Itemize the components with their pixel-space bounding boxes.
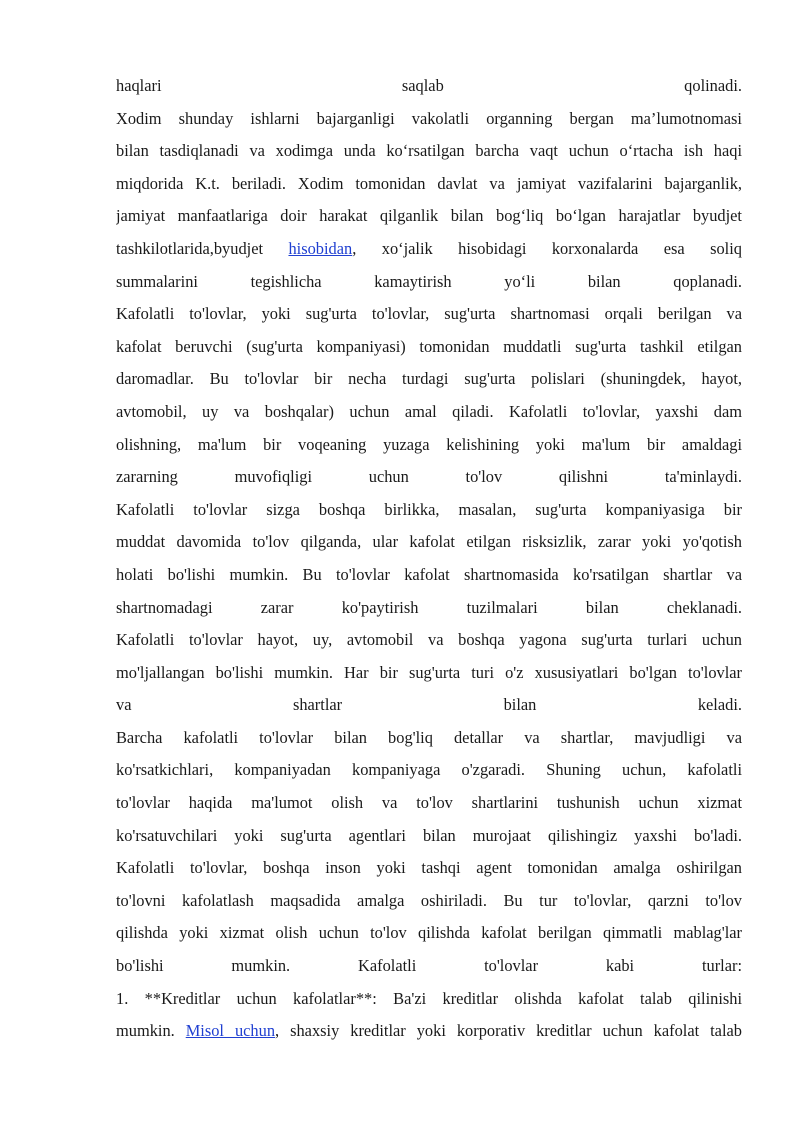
text-line: bilan tasdiqlanadi va xodimga unda ko‘rsatilgan barcha vaqt uchun o‘rtacha ish haqi xyxy=(116,141,742,161)
text-line: zararning muvofiqligi uchun to'lov qilishni ta'minlaydi. xyxy=(116,467,742,487)
text-line: shartnomadagi zarar ko'paytirish tuzilmalari bilan cheklanadi. xyxy=(116,597,742,617)
text-segment: , shaxsiy kreditlar yoki korporativ kreditlar uchun kafolat talab xyxy=(275,1021,742,1041)
text-line: Kafolatli to'lovlar sizga boshqa birlikka, masalan, sug'urta kompaniyasiga bir xyxy=(116,499,742,519)
text-line: jamiyat manfaatlariga doir harakat qilganlik bilan bog‘liq bo‘lgan harajatlar byudjet xyxy=(116,206,742,226)
hisobidan-link[interactable]: hisobidan xyxy=(288,238,353,258)
text-line: Kafolatli to'lovlar, yoki sug'urta to'lovlar, sug'urta shartnomasi orqali berilgan va xyxy=(116,304,742,324)
text-segment: mumkin. xyxy=(116,1021,186,1041)
text-line: ko'rsatkichlari, kompaniyadan kompaniyaga o'zgaradi. Shuning uchun, kafolatli xyxy=(116,760,742,780)
text-line: Kafolatli to'lovlar, boshqa inson yoki tashqi agent tomonidan amalga oshirilgan xyxy=(116,858,742,878)
text-line: avtomobil, uy va boshqalar) uchun amal qiladi. Kafolatli to'lovlar, yaxshi dam xyxy=(116,401,742,421)
text-line: olishning, ma'lum bir voqeaning yuzaga kelishining yoki ma'lum bir amaldagi xyxy=(116,434,742,454)
text-line: Kafolatli to'lovlar hayot, uy, avtomobil va boshqa yagona sug'urta turlari uchun xyxy=(116,630,742,650)
text-line: summalarini tegishlicha kamaytirish yo‘li bilan qoplanadi. xyxy=(116,271,742,291)
text-line: Xodim shunday ishlarni bajarganligi vakolatli organning bergan ma’lumotnomasi xyxy=(116,108,742,128)
text-segment: , xo‘jalik hisobidagi korxonalarda esa soliq xyxy=(352,238,742,258)
text-line: qilishda yoki xizmat olish uchun to'lov qilishda kafolat berilgan qimmatli mablag'lar xyxy=(116,923,742,943)
text-line: holati bo'lishi mumkin. Bu to'lovlar kafolat shartnomasida ko'rsatilgan shartlar va xyxy=(116,564,742,584)
text-line: bo'lishi mumkin. Kafolatli to'lovlar kabi turlar: xyxy=(116,956,742,976)
text-line: haqlari saqlab qolinadi. xyxy=(116,76,742,95)
document-body xyxy=(116,70,742,1048)
text-line: va shartlar bilan keladi. xyxy=(116,695,742,715)
misol-uchun-link[interactable]: Misol uchun xyxy=(185,1021,276,1041)
text-line: mo'ljallangan bo'lishi mumkin. Har bir sug'urta turi o'z xususiyatlari bo'lgan to'lovlar xyxy=(116,662,742,682)
text-line-with-link xyxy=(116,1015,742,1048)
text-line: ko'rsatuvchilari yoki sug'urta agentlari bilan murojaat qilishingiz yaxshi bo'ladi. xyxy=(116,825,742,845)
text-line: daromadlar. Bu to'lovlar bir necha turdagi sug'urta polislari (shuningdek, hayot, xyxy=(116,369,742,389)
text-line: kafolat beruvchi (sug'urta kompaniyasi) tomonidan muddatli sug'urta tashkil etilgan xyxy=(116,336,742,356)
text-line-with-link xyxy=(116,233,742,266)
text-line: muddat davomida to'lov qilganda, ular kafolat etilgan risksizlik, zarar yoki yo'qotish xyxy=(116,532,742,552)
text-line: miqdorida K.t. beriladi. Xodim tomonidan davlat va jamiyat vazifalarini bajarganlik, xyxy=(116,173,742,193)
text-line: Barcha kafolatli to'lovlar bilan bog'liq detallar va shartlar, mavjudligi va xyxy=(116,727,742,747)
text-segment: tashkilotlarida,byudjet xyxy=(116,238,289,258)
text-line: to'lovni kafolatlash maqsadida amalga oshiriladi. Bu tur to'lovlar, qarzni to'lov xyxy=(116,890,742,910)
text-line: 1. **Kreditlar uchun kafolatlar**: Ba'zi kreditlar olishda kafolat talab qilinishi xyxy=(116,988,742,1008)
text-line: to'lovlar haqida ma'lumot olish va to'lov shartlarini tushunish uchun xizmat xyxy=(116,793,742,813)
